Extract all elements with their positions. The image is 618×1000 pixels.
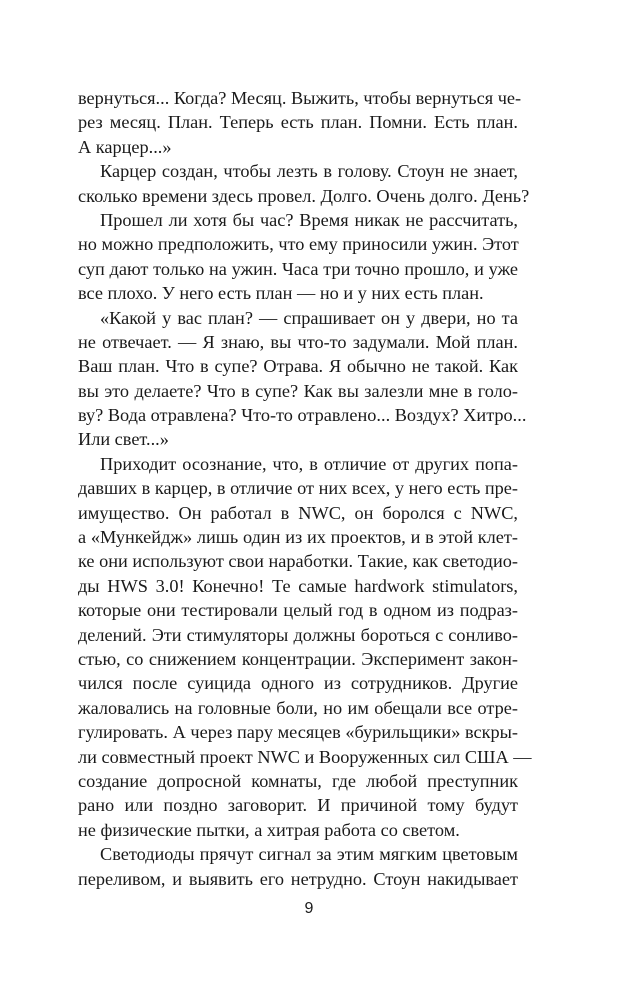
text-line: давших в карцер, в отличие от них всех, у него есть пре-	[78, 478, 518, 499]
text-line: стью, со снижением концентрации. Эксперимент закон-	[78, 648, 518, 669]
text-line: но можно предположить, что ему приносили ужин. Этот	[78, 234, 519, 255]
text-line: суп дают только на ужин. Часа три точно прошло, и уже	[78, 258, 518, 279]
text-line: ке они используют свои наработки. Такие, как светодио-	[78, 551, 518, 572]
text-line: гулировать. А через пару месяцев «бурильщики» вскры-	[78, 722, 518, 743]
text-line: сколько времени здесь провел. Долго. Очень долго. День?	[78, 185, 530, 206]
text-line: все плохо. У него есть план — но и у них есть план.	[78, 283, 484, 304]
text-line: «Какой у вас план? — спрашивает он у двери, но та	[100, 307, 518, 328]
text-line: Ваш план. Что в супе? Отрава. Я обычно не такой. Как	[78, 356, 518, 377]
text-line: вы это делаете? Что в супе? Как вы залезли мне в голо-	[78, 380, 518, 401]
text-line: ву? Вода отравлена? Что-то отравлено... Воздух? Хитро...	[78, 405, 527, 426]
paragraph	[78, 306, 527, 452]
paragraph	[78, 208, 518, 306]
paragraph	[78, 452, 532, 842]
text-line: которые они тестировали целый год в одном из подраз-	[78, 600, 518, 621]
text-line: Карцер создан, чтобы лезть в голову. Стоун не знает,	[100, 161, 518, 182]
text-line: чился после суицида одного из сотрудников. Другие	[78, 673, 518, 694]
body-text	[78, 86, 532, 891]
paragraph	[78, 842, 518, 891]
text-line: а «Мункейдж» лишь один из их проектов, и в этой клет-	[78, 527, 518, 548]
text-line: Приходит осознание, что, в отличие от других попа-	[100, 453, 518, 474]
text-line: Или свет...»	[78, 429, 169, 450]
text-line: Прошел ли хотя бы час? Время никак не рассчитать,	[100, 209, 518, 230]
text-line: имущество. Он работал в NWC, он боролся с NWC,	[78, 502, 518, 523]
text-line: создание допросной комнаты, где любой преступник	[78, 770, 518, 791]
text-line: ды HWS 3.0! Конечно! Те самые hardwork stimulators,	[78, 575, 518, 596]
text-line: не отвечает. — Я знаю, вы что-то задумали. Мой план.	[78, 331, 518, 352]
text-line: переливом, и выявить его нетрудно. Стоун накидывает	[78, 868, 518, 889]
text-line: жаловались на головные боли, но им обещали все отре-	[78, 697, 518, 718]
text-line: рез месяц. План. Теперь есть план. Помни. Есть план.	[78, 112, 518, 133]
paragraph	[78, 86, 522, 159]
text-line: делений. Эти стимуляторы должны бороться с сонливо-	[78, 624, 518, 645]
page-number: 9	[304, 900, 314, 917]
text-line: Светодиоды прячут сигнал за этим мягким цветовым	[100, 844, 518, 865]
text-line: вернуться... Когда? Месяц. Выжить, чтобы вернуться че-	[78, 88, 522, 108]
text-line: А карцер...»	[78, 136, 172, 157]
paragraph	[78, 159, 530, 208]
text-line: рано или поздно заговорит. И причиной тому будут	[78, 795, 518, 816]
text-line: не физические пытки, а хитрая работа со светом.	[78, 819, 460, 840]
text-line: ли совместный проект NWC и Вооруженных сил США —	[78, 746, 532, 767]
